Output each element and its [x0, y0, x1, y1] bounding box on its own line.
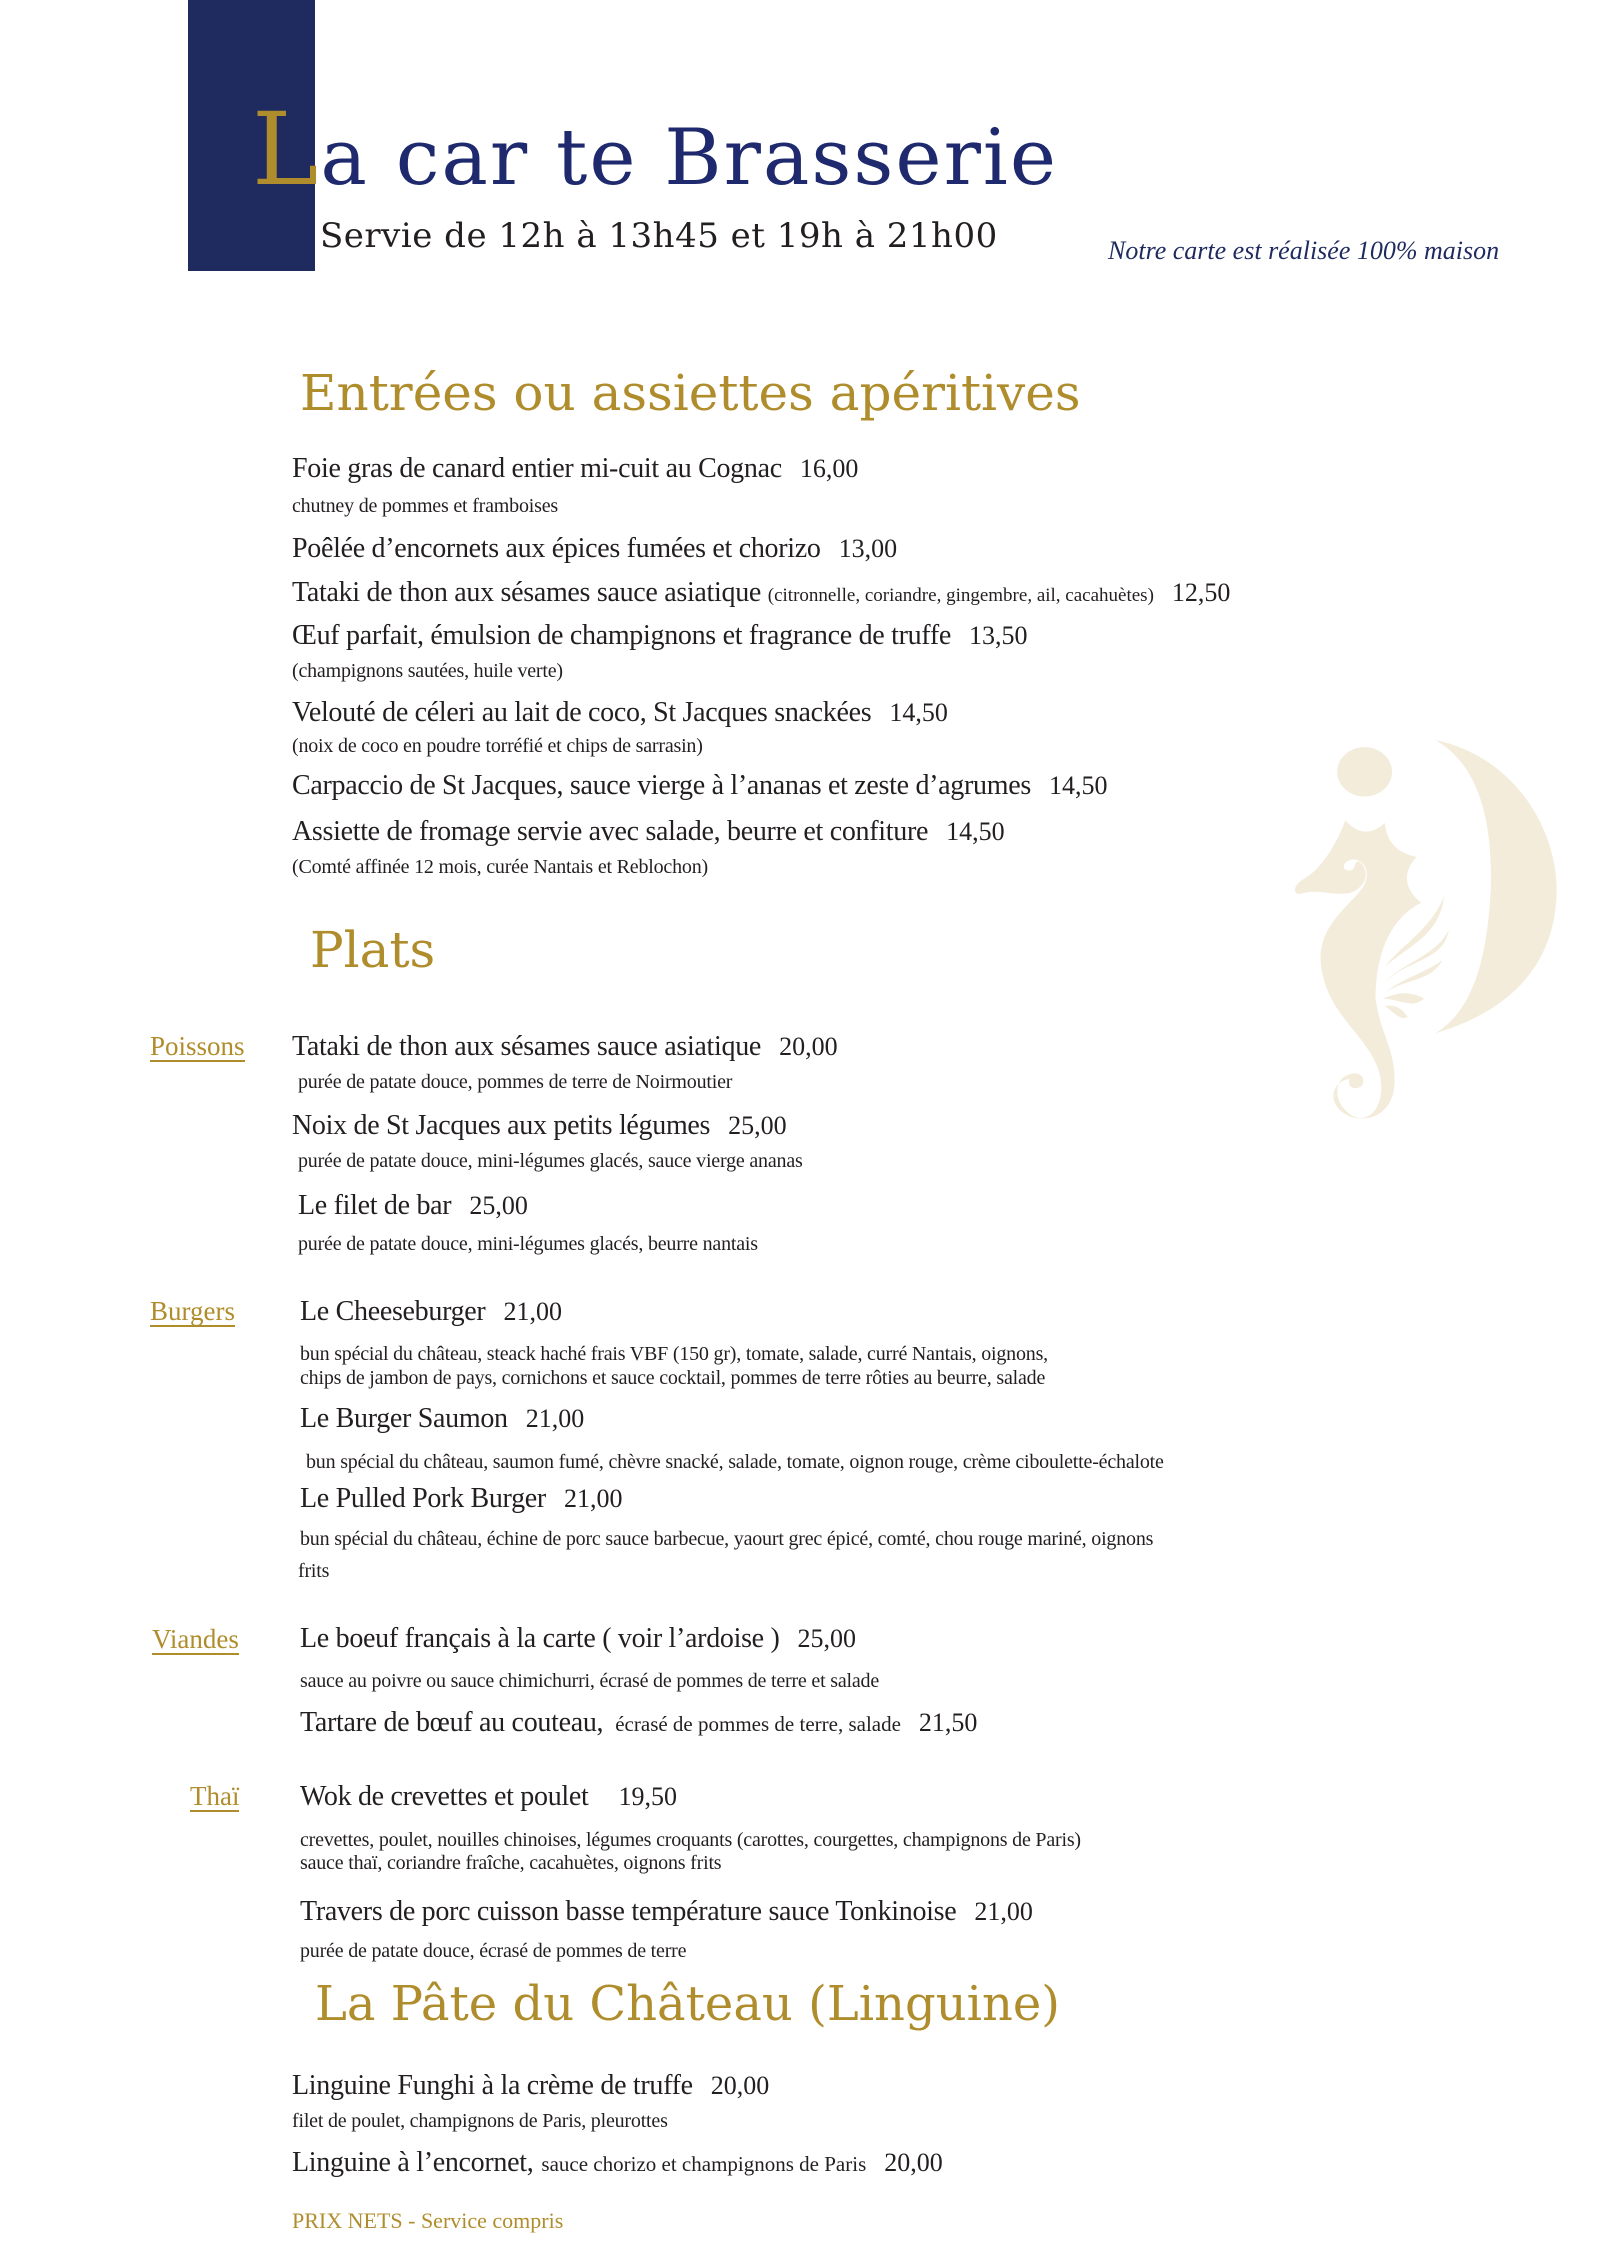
price: 21,00 [503, 1297, 562, 1326]
category-poissons: Poissons [150, 1031, 245, 1061]
item-description: chips de jambon de pays, cornichons et sauce cocktail, pommes de terre rôties au beurre, salade [300, 1367, 1046, 1389]
item-description: sauce thaï, coriandre fraîche, cacahuètes, oignons frits [300, 1852, 722, 1874]
category-burgers: Burgers [150, 1296, 235, 1326]
menu-item: Carpaccio de St Jacques, sauce vierge à l’ananas et zeste d’agrumes 14,50 [292, 770, 1108, 801]
item-description: bun spécial du château, échine de porc sauce barbecue, yaourt grec épicé, comté, chou rouge mariné, oignons [300, 1528, 1154, 1550]
section-title-entrees: Entrées ou assiettes apéritives [300, 364, 1081, 422]
menu-item: Tartare de bœuf au couteau, écrasé de pommes de terre, salade 21,50 [300, 1707, 978, 1738]
menu-item: Noix de St Jacques aux petits légumes 25,00 [292, 1110, 787, 1141]
item-note: (citronnelle, coriandre, gingembre, ail, cacahuètes) [767, 585, 1154, 606]
menu-item: Foie gras de canard entier mi-cuit au Cognac 16,00 [292, 453, 859, 484]
menu-item: Wok de crevettes et poulet 19,50 [300, 1781, 677, 1812]
menu-item: Le Pulled Pork Burger 21,00 [300, 1483, 623, 1514]
section-title-plats: Plats [310, 921, 436, 979]
category-viandes: Viandes [152, 1624, 239, 1654]
item-description: purée de patate douce, mini-légumes glacés, beurre nantais [298, 1233, 758, 1255]
item-note: sauce chorizo et champignons de Paris [541, 2152, 867, 2176]
price: 21,50 [918, 1708, 978, 1737]
category-thai: Thaï [190, 1781, 240, 1811]
menu-item: Linguine Funghi à la crème de truffe 20,00 [292, 2070, 770, 2101]
footer-price-note: PRIX NETS - Service compris [292, 2208, 564, 2233]
menu-item: Tataki de thon aux sésames sauce asiatique (citronnelle, coriandre, gingembre, ail, cacahuètes) 12,50 [292, 577, 1231, 608]
item-description: sauce au poivre ou sauce chimichurri, écrasé de pommes de terre et salade [300, 1670, 880, 1692]
price: 25,00 [469, 1191, 528, 1220]
price: 21,00 [563, 1484, 623, 1513]
item-description: frits [298, 1560, 330, 1582]
menu-item: Poêlée d’encornets aux épices fumées et chorizo 13,00 [292, 533, 898, 564]
item-description: filet de poulet, champignons de Paris, pleurottes [292, 2110, 668, 2132]
title-text: a car te Brasserie [320, 113, 1058, 203]
title-initial: L [252, 91, 321, 208]
item-description: purée de patate douce, écrasé de pommes de terre [300, 1940, 687, 1962]
section-title-pates: La Pâte du Château (Linguine) [315, 1976, 1061, 2032]
item-description: bun spécial du château, saumon fumé, chèvre snacké, salade, tomate, oignon rouge, crème ciboulette-échalote [306, 1451, 1164, 1473]
item-description: chutney de pommes et framboises [292, 495, 558, 517]
menu-item: Le Cheeseburger 21,00 [300, 1296, 562, 1327]
item-description: purée de patate douce, pommes de terre de Noirmoutier [298, 1071, 733, 1093]
price: 20,00 [710, 2071, 770, 2100]
menu-item: Le boeuf français à la carte ( voir l’ardoise ) 25,00 [300, 1623, 857, 1654]
item-description: (noix de coco en poudre torréfié et chips de sarrasin) [292, 735, 703, 757]
price: 14,50 [889, 698, 948, 727]
item-description: crevettes, poulet, nouilles chinoises, légumes croquants (carottes, courgettes, champignons de Paris) [300, 1829, 1081, 1851]
page-title [252, 91, 1058, 208]
item-description: bun spécial du château, steack haché frais VBF (150 gr), tomate, salade, curré Nantais, oignons, [300, 1343, 1048, 1365]
price: 20,00 [779, 1032, 838, 1061]
price: 25,00 [728, 1111, 787, 1140]
price: 20,00 [884, 2148, 943, 2177]
seahorse-moon-icon [1275, 715, 1595, 1145]
item-description: (Comté affinée 12 mois, curée Nantais et Reblochon) [292, 856, 708, 878]
menu-item: Tataki de thon aux sésames sauce asiatique 20,00 [292, 1031, 838, 1062]
price: 14,50 [1048, 771, 1108, 800]
menu-item: Travers de porc cuisson basse température sauce Tonkinoise 21,00 [300, 1896, 1033, 1927]
price: 14,50 [946, 817, 1005, 846]
price: 19,50 [618, 1782, 677, 1811]
price: 16,00 [799, 454, 859, 483]
service-hours: Servie de 12h à 13h45 et 19h à 21h00 [320, 216, 998, 256]
price: 12,50 [1171, 578, 1231, 607]
menu-item: Œuf parfait, émulsion de champignons et fragrance de truffe 13,50 [292, 620, 1028, 651]
menu-item: Linguine à l’encornet, sauce chorizo et champignons de Paris 20,00 [292, 2147, 943, 2178]
price: 13,00 [838, 534, 898, 563]
menu-item: Assiette de fromage servie avec salade, beurre et confiture 14,50 [292, 816, 1005, 847]
menu-item: Velouté de céleri au lait de coco, St Jacques snackées 14,50 [292, 697, 948, 728]
price: 25,00 [797, 1624, 857, 1653]
price: 13,50 [968, 621, 1028, 650]
menu-item: Le filet de bar 25,00 [298, 1190, 528, 1221]
price: 21,00 [974, 1897, 1033, 1926]
menu-item: Le Burger Saumon 21,00 [300, 1403, 585, 1434]
item-description: (champignons sautées, huile verte) [292, 660, 563, 682]
price: 21,00 [525, 1404, 585, 1433]
item-note: écrasé de pommes de terre, salade [615, 1712, 901, 1736]
homemade-tagline: Notre carte est réalisée 100% maison [1108, 236, 1500, 265]
item-description: purée de patate douce, mini-légumes glacés, sauce vierge ananas [298, 1150, 803, 1172]
